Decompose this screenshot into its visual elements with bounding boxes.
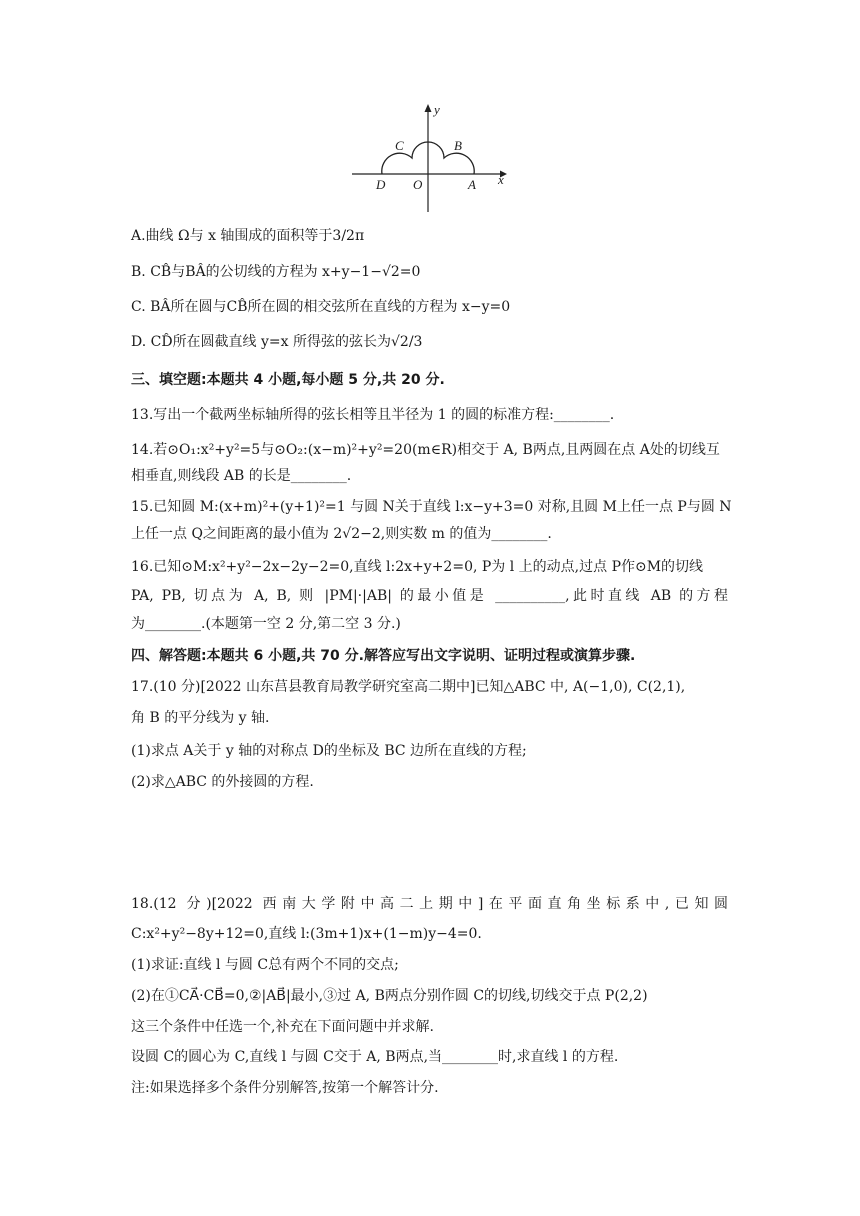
text-line: C:x²+y²−8y+12=0,直线 l:(3m+1)x+(1−m)y−4=0. [131, 926, 482, 942]
text-line: PA, PB, 切点为 A, B, 则 |PM|·|AB| 的最小值是 __________,此时直线 AB 的方程 [131, 588, 728, 604]
text-line: 上任一点 Q之间距离的最小值为 2√2−2,则实数 m 的值为________. [131, 526, 552, 542]
text-line: 为________.(本题第一空 2 分,第二空 3 分.) [131, 616, 401, 632]
text-line: D. CD̂所在圆截直线 y=x 所得弦的弦长为√2/3 [131, 334, 423, 350]
text-line: 角 B 的平分线为 y 轴. [131, 710, 270, 726]
text-line: 注:如果选择多个条件分别解答,按第一个解答计分. [131, 1080, 439, 1096]
text-line: 15.已知圆 M:(x+m)²+(y+1)²=1 与圆 N关于直线 l:x−y+3=0 对称,且圆 M上任一点 P与圆 N [131, 499, 732, 515]
text-line: (1)求证:直线 l 与圆 C总有两个不同的交点; [131, 957, 399, 973]
text-line: 这三个条件中任选一个,补充在下面问题中并求解. [131, 1019, 434, 1035]
label-o: O [413, 177, 423, 192]
text-line: B. CB̂与BÂ的公切线的方程为 x+y−1−√2=0 [131, 264, 421, 280]
text-line: 相垂直,则线段 AB 的长是________. [131, 468, 352, 484]
label-x: x [498, 172, 504, 187]
text-line: A.曲线 Ω与 x 轴围成的面积等于3/2π [131, 228, 365, 244]
label-a: A [468, 177, 476, 192]
text-line: 18.(12 分)[2022 西南大学附中高二上期中]在平面直角坐标系中,已知圆 [131, 896, 728, 912]
text-line: (2)在①CA⃗·CB⃗=0,②|AB⃗|最小,③过 A, B两点分别作圆 C的切线,切线交于点 P(2,2) [131, 988, 648, 1004]
curve-figure [350, 100, 510, 216]
label-b: B [454, 138, 462, 153]
text-line: 17.(10 分)[2022 山东莒县教育局教学研究室高二期中]已知△ABC 中, A(−1,0), C(2,1), [131, 679, 686, 695]
text-line: 16.已知⊙M:x²+y²−2x−2y−2=0,直线 l:2x+y+2=0, P为 l 上的动点,过点 P作⊙M的切线 [131, 559, 704, 575]
text-line: (1)求点 A关于 y 轴的对称点 D的坐标及 BC 边所在直线的方程; [131, 743, 527, 759]
text-line: 13.写出一个截两坐标轴所得的弦长相等且半径为 1 的圆的标准方程:________. [131, 407, 615, 423]
text-line: C. BÂ所在圆与CB̂所在圆的相交弦所在直线的方程为 x−y=0 [131, 299, 511, 315]
text-line: (2)求△ABC 的外接圆的方程. [131, 774, 314, 790]
text-line: 四、解答题:本题共 6 小题,共 70 分.解答应写出文字说明、证明过程或演算步骤. [131, 648, 636, 664]
text-line: 14.若⊙O₁:x²+y²=5与⊙O₂:(x−m)²+y²=20(m∈R)相交于 A, B两点,且两圆在点 A处的切线互 [131, 442, 720, 458]
y-axis-arrow [425, 104, 432, 112]
label-d: D [376, 177, 386, 192]
text-line: 三、填空题:本题共 4 小题,每小题 5 分,共 20 分. [131, 372, 445, 388]
label-c: C [395, 138, 404, 153]
text-line: 设圆 C的圆心为 C,直线 l 与圆 C交于 A, B两点,当________时,求直线 l 的方程. [131, 1049, 619, 1065]
label-y: y [434, 102, 440, 117]
